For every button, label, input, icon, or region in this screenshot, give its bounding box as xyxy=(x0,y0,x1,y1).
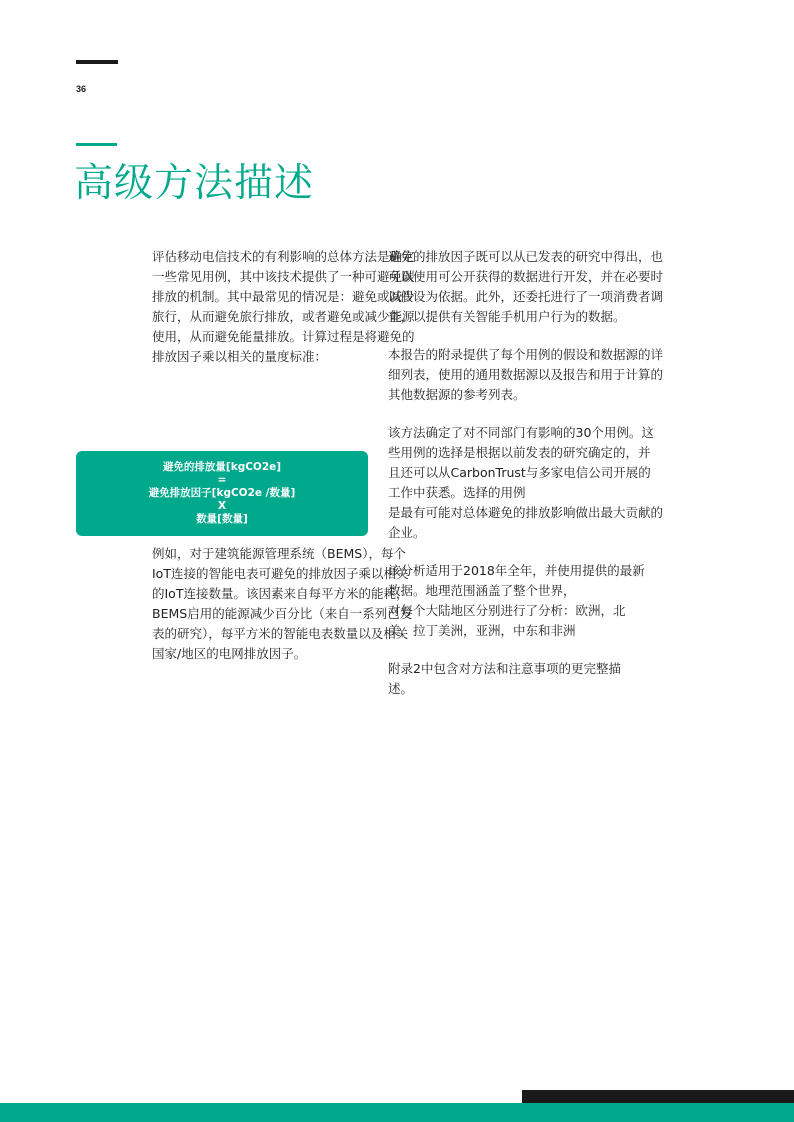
paragraph-scope: 该分析适用于2018年全年，并使用提供的最新 数据。地理范围涵盖了整个世界， 对每个大陆地区分别进行了分析：欧洲，北 美，拉丁美洲，亚洲，中东和非洲 xyxy=(388,563,645,638)
formula-line-quantity: 数量[数量] xyxy=(196,513,248,525)
formula-line-avoided-emissions: 避免的排放量[kgCO2e] xyxy=(162,461,282,473)
right-column xyxy=(388,247,684,717)
page-number: 36 xyxy=(76,84,87,94)
footer-accent-bar xyxy=(0,1103,794,1122)
footer-dark-bar xyxy=(522,1090,794,1103)
formula-multiply: X xyxy=(217,500,227,512)
title-rule xyxy=(76,143,117,146)
paragraph-appendix-2: 附录2中包含对方法和注意事项的更完整描 述。 xyxy=(388,661,621,696)
example-paragraph: 例如，对于建筑能源管理系统（BEMS），每个 IoT连接的智能电表可避免的排放因子乘以相关 的IoT连接数量。该因素来自每平方米的能耗， BEMS启用的能源减少百分比（来自一系列已发 表的研究），每平方米的智能电表数量以及相关 国家/地区的电网排放因子。 xyxy=(152,546,413,661)
intro-paragraph: 评估移动电信技术的有利影响的总体方法是确定 一些常见用例，其中该技术提供了一种可避免碳 排放的机制。其中最常见的情况是：避免或减少 旅行，从而避免旅行排放，或者避免或减少能源 使用，从而避免能量排放。计算过程是将避免的 排放因子乘以相关的量度标准： xyxy=(152,249,415,364)
paragraph-use-cases: 该方法确定了对不同部门有影响的30个用例。这 些用例的选择是根据以前发表的研究确定的，并 且还可以从CarbonTrust与多家电信公司开展的 工作中获悉。选择的用例 是最有可能对总体避免的排放影响做出最大贡献的 企业。 xyxy=(388,425,664,540)
formula-box xyxy=(76,451,368,536)
top-rule xyxy=(76,60,118,64)
paragraph-appendix-list: 本报告的附录提供了每个用例的假设和数据源的详 细列表，使用的通用数据源以及报告和用于计算的 其他数据源的参考列表。 xyxy=(388,347,664,402)
formula-line-emission-factor: 避免排放因子[kgCO2e /数量] xyxy=(148,487,296,499)
paragraph-emission-factor-sources: 避免的排放因子既可以从已发表的研究中得出，也 可以使用可公开获得的数据进行开发，并在必要时 以假设为依据。此外，还委托进行了一项消费者调 查，以提供有关智能手机用户行为的数据。 xyxy=(388,249,664,324)
page-title: 高级方法描述 xyxy=(74,161,315,206)
formula-equals: = xyxy=(217,474,227,486)
